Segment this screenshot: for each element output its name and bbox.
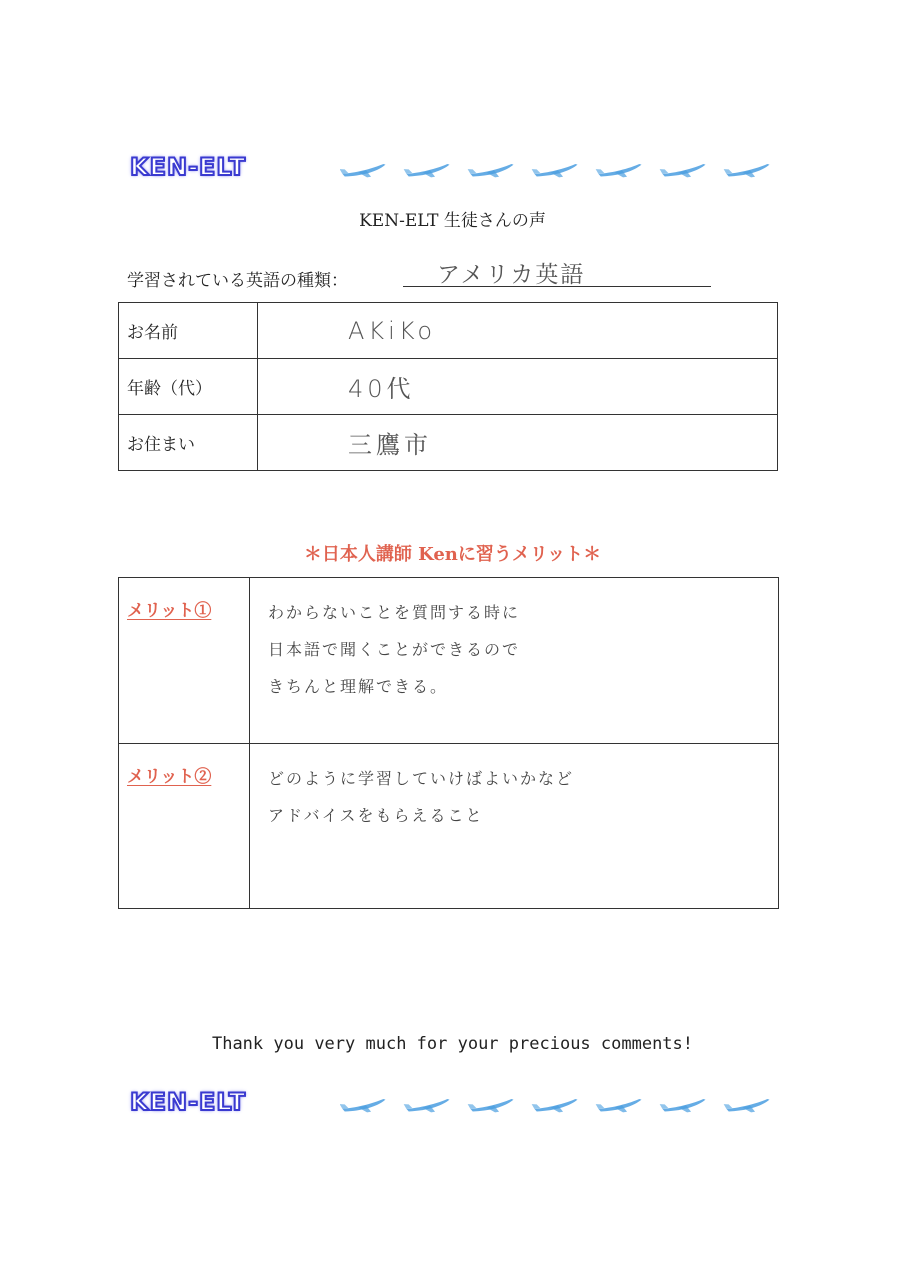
table-row bbox=[119, 744, 779, 909]
airplane-icon bbox=[468, 163, 515, 180]
language-value: アメリカ英語 bbox=[437, 262, 586, 288]
airplane-row bbox=[340, 1093, 780, 1115]
merit-2-line-2: アドバイスをもらえること bbox=[268, 806, 484, 825]
age-label: 年齢（代） bbox=[119, 359, 258, 415]
table-row bbox=[119, 415, 778, 471]
merit-2-label-cell bbox=[119, 744, 250, 909]
residence-label: お住まい bbox=[119, 415, 258, 471]
airplane-icon bbox=[404, 163, 451, 180]
name-value: AKiKo bbox=[258, 303, 778, 359]
residence-value: 三鷹市 bbox=[258, 415, 778, 471]
airplane-icon bbox=[532, 1098, 579, 1115]
ken-elt-logo: KEN-ELT bbox=[130, 1088, 247, 1116]
airplane-icon bbox=[660, 163, 707, 180]
merit-2-label: メリット② bbox=[127, 767, 212, 787]
airplane-icon bbox=[468, 1098, 515, 1115]
table-row bbox=[119, 303, 778, 359]
name-label: お名前 bbox=[119, 303, 258, 359]
airplane-icon bbox=[596, 1098, 643, 1115]
merit-1-line-1: わからないことを質問する時に bbox=[268, 603, 521, 622]
merit-2-line-1: どのように学習していけばよいかなど bbox=[268, 769, 575, 788]
airplane-icon bbox=[724, 1098, 771, 1115]
airplane-icon bbox=[532, 163, 579, 180]
thanks-message: Thank you very much for your precious comments! bbox=[211, 1034, 694, 1054]
merit-1-line-2: 日本語で聞くことができるので bbox=[268, 640, 521, 659]
merit-1-label: メリット① bbox=[127, 601, 212, 621]
merits-heading: ＊日本人講師 Kenに習うメリット＊ bbox=[303, 544, 602, 565]
table-row bbox=[119, 578, 779, 744]
student-info-table bbox=[118, 302, 778, 471]
merit-1-label-cell bbox=[119, 578, 250, 744]
airplane-icon bbox=[724, 163, 771, 180]
page-title: KEN-ELT 生徒さんの声 bbox=[359, 211, 546, 231]
language-label: 学習されている英語の種類： bbox=[127, 271, 348, 291]
merit-1-content bbox=[250, 578, 779, 744]
airplane-row bbox=[340, 158, 780, 180]
bottom-banner bbox=[128, 1087, 778, 1117]
airplane-icon bbox=[660, 1098, 707, 1115]
age-value: 40代 bbox=[258, 359, 778, 415]
merits-table bbox=[118, 577, 779, 909]
table-row bbox=[119, 359, 778, 415]
top-banner bbox=[128, 152, 778, 182]
airplane-icon bbox=[340, 1098, 387, 1115]
airplane-icon bbox=[340, 163, 387, 180]
ken-elt-logo: KEN-ELT bbox=[130, 153, 247, 181]
merit-2-content bbox=[250, 744, 779, 909]
merit-1-line-3: きちんと理解できる。 bbox=[268, 677, 449, 696]
airplane-icon bbox=[404, 1098, 451, 1115]
airplane-icon bbox=[596, 163, 643, 180]
language-field bbox=[127, 262, 717, 292]
